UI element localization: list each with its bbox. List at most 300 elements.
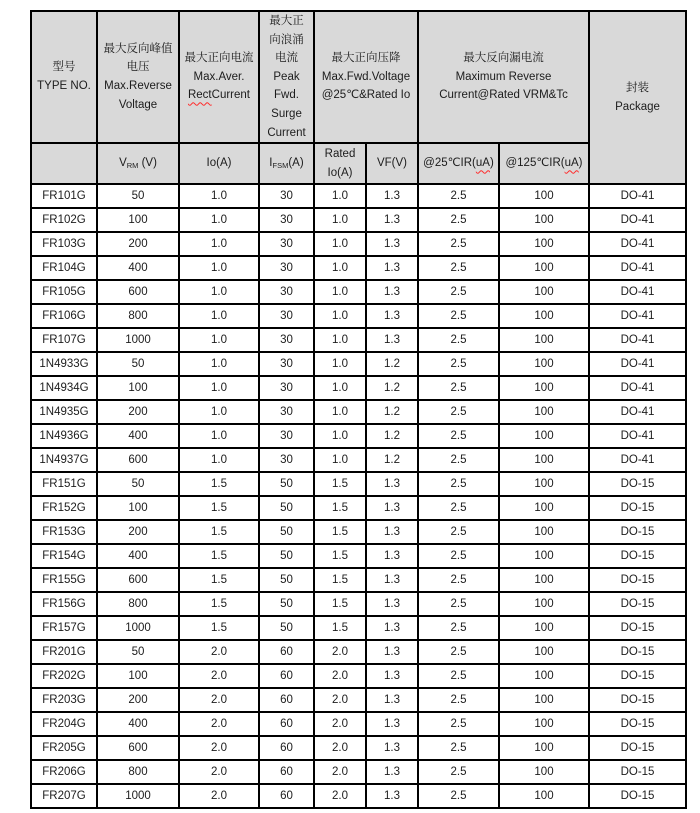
io-cell: 1.0: [179, 304, 259, 328]
ir-125c-cell: 100: [499, 424, 589, 448]
package-cell: DO-15: [589, 784, 686, 808]
vrm-cell: 50: [97, 640, 179, 664]
type-no-cell: FR101G: [31, 184, 97, 208]
ifsm-cell: 50: [259, 568, 314, 592]
header-line: Maximum Reverse: [455, 70, 552, 83]
ifsm-cell: 60: [259, 784, 314, 808]
vf-cell: 1.3: [366, 328, 418, 352]
vrm-cell: 100: [97, 208, 179, 232]
io-cell: 1.0: [179, 208, 259, 232]
type-no-cell: FR157G: [31, 616, 97, 640]
rated-io-cell: 1.0: [314, 352, 366, 376]
symbol-text: V: [119, 157, 127, 170]
ir-125c-cell: 100: [499, 664, 589, 688]
vrm-cell: 400: [97, 256, 179, 280]
io-cell: 1.0: [179, 184, 259, 208]
vf-cell: 1.3: [366, 184, 418, 208]
rated-io-cell: 1.5: [314, 616, 366, 640]
vf-cell: 1.3: [366, 712, 418, 736]
ifsm-cell: 60: [259, 736, 314, 760]
io-cell: 1.5: [179, 472, 259, 496]
header-line: Fwd.: [274, 89, 299, 102]
package-cell: DO-41: [589, 376, 686, 400]
ir-25c-cell: 2.5: [418, 400, 499, 424]
vrm-cell: 800: [97, 760, 179, 784]
io-cell: 2.0: [179, 664, 259, 688]
vrm-cell: 100: [97, 496, 179, 520]
header-line: 电压: [126, 61, 150, 74]
rated-io-cell: 1.0: [314, 328, 366, 352]
ifsm-cell: 30: [259, 448, 314, 472]
header-line: Rated: [324, 148, 356, 161]
ir-125c-cell: 100: [499, 544, 589, 568]
ir-125c-cell: 100: [499, 208, 589, 232]
package-cell: DO-41: [589, 448, 686, 472]
io-cell: 1.5: [179, 544, 259, 568]
header-max-rect-current: [179, 11, 259, 143]
ir-125c-cell: 100: [499, 256, 589, 280]
table-row: [31, 376, 686, 400]
spellcheck-flagged-text: Rect: [187, 89, 212, 102]
header-line: Voltage: [118, 98, 158, 111]
ifsm-cell: 30: [259, 424, 314, 448]
package-cell: DO-15: [589, 616, 686, 640]
ir-125c-cell: 100: [499, 280, 589, 304]
vrm-cell: 200: [97, 520, 179, 544]
rated-io-cell: 1.0: [314, 256, 366, 280]
package-cell: DO-15: [589, 544, 686, 568]
symbol-subscript: FSM: [272, 161, 289, 171]
rated-io-cell: 2.0: [314, 688, 366, 712]
vf-cell: 1.3: [366, 664, 418, 688]
vrm-cell: 800: [97, 592, 179, 616]
type-no-cell: FR106G: [31, 304, 97, 328]
vf-cell: 1.2: [366, 376, 418, 400]
table-row: [31, 688, 686, 712]
table-row: [31, 568, 686, 592]
vf-cell: 1.2: [366, 352, 418, 376]
vf-cell: 1.3: [366, 592, 418, 616]
ir-125c-cell: 100: [499, 232, 589, 256]
symbol-unit: (A): [288, 157, 304, 170]
ir-25c-cell: 2.5: [418, 568, 499, 592]
ir-25c-cell: 2.5: [418, 424, 499, 448]
rated-io-cell: 1.0: [314, 424, 366, 448]
package-cell: DO-41: [589, 184, 686, 208]
vrm-cell: 1000: [97, 616, 179, 640]
type-no-cell: FR206G: [31, 760, 97, 784]
ifsm-cell: 60: [259, 688, 314, 712]
rated-io-cell: 1.5: [314, 472, 366, 496]
rated-io-cell: 2.0: [314, 736, 366, 760]
table-row: [31, 232, 686, 256]
ir-125c-cell: 100: [499, 688, 589, 712]
ir-125c-cell: 100: [499, 352, 589, 376]
io-cell: 1.5: [179, 592, 259, 616]
table-row: [31, 400, 686, 424]
ir-125c-cell: 100: [499, 616, 589, 640]
vrm-cell: 600: [97, 736, 179, 760]
symbol-unit: ): [578, 157, 583, 170]
ir-25c-cell: 2.5: [418, 352, 499, 376]
table-row: [31, 448, 686, 472]
ifsm-cell: 50: [259, 496, 314, 520]
rated-io-cell: 1.5: [314, 496, 366, 520]
package-cell: DO-41: [589, 424, 686, 448]
ir-125c-cell: 100: [499, 640, 589, 664]
ir-25c-cell: 2.5: [418, 184, 499, 208]
vf-cell: 1.2: [366, 424, 418, 448]
ir-125c-cell: 100: [499, 568, 589, 592]
header-package: [589, 11, 686, 184]
type-no-cell: FR156G: [31, 592, 97, 616]
header-max-fwd-voltage: [314, 11, 418, 143]
ifsm-cell: 30: [259, 208, 314, 232]
vrm-cell: 600: [97, 568, 179, 592]
vrm-cell: 400: [97, 712, 179, 736]
diode-spec-table: [30, 10, 687, 809]
vrm-cell: 50: [97, 472, 179, 496]
ir-25c-cell: 2.5: [418, 472, 499, 496]
rated-io-cell: 2.0: [314, 640, 366, 664]
vrm-cell: 100: [97, 664, 179, 688]
ir-25c-cell: 2.5: [418, 640, 499, 664]
header-line: Max.Aver.: [193, 70, 245, 83]
table-row: [31, 184, 686, 208]
table-row: [31, 424, 686, 448]
type-no-cell: FR107G: [31, 328, 97, 352]
vrm-cell: 400: [97, 544, 179, 568]
io-cell: 2.0: [179, 736, 259, 760]
package-cell: DO-41: [589, 304, 686, 328]
vf-cell: 1.3: [366, 256, 418, 280]
io-cell: 1.0: [179, 424, 259, 448]
vrm-cell: 600: [97, 448, 179, 472]
vf-cell: 1.3: [366, 232, 418, 256]
ir-25c-cell: 2.5: [418, 256, 499, 280]
vf-cell: 1.3: [366, 640, 418, 664]
subheader-io: Io(A): [179, 143, 259, 184]
spellcheck-flagged-text: uA: [564, 157, 579, 170]
table-row: [31, 592, 686, 616]
ifsm-cell: 30: [259, 232, 314, 256]
ir-25c-cell: 2.5: [418, 616, 499, 640]
ifsm-cell: 50: [259, 544, 314, 568]
table-row: [31, 208, 686, 232]
ifsm-cell: 30: [259, 256, 314, 280]
header-line: [180, 86, 258, 105]
vf-cell: 1.3: [366, 304, 418, 328]
symbol-subscript: RM: [126, 161, 139, 171]
vrm-cell: 400: [97, 424, 179, 448]
ifsm-cell: 50: [259, 616, 314, 640]
rated-io-cell: 2.0: [314, 760, 366, 784]
vrm-cell: 1000: [97, 784, 179, 808]
type-no-cell: FR154G: [31, 544, 97, 568]
table-row: [31, 352, 686, 376]
package-cell: DO-15: [589, 592, 686, 616]
vf-cell: 1.3: [366, 568, 418, 592]
io-cell: 2.0: [179, 712, 259, 736]
header-line: 最大正向电流: [184, 52, 254, 65]
table-row: [31, 328, 686, 352]
header-line: 电流: [275, 52, 298, 65]
io-cell: 1.5: [179, 496, 259, 520]
header-line: Peak: [273, 70, 300, 83]
type-no-cell: FR207G: [31, 784, 97, 808]
package-cell: DO-41: [589, 208, 686, 232]
ir-25c-cell: 2.5: [418, 304, 499, 328]
header-peak-surge-current: [259, 11, 314, 143]
io-cell: 2.0: [179, 640, 259, 664]
table-row: [31, 256, 686, 280]
subheader-ir-125c: [499, 143, 589, 184]
ifsm-cell: 30: [259, 280, 314, 304]
ifsm-cell: 30: [259, 376, 314, 400]
header-line: 最大反向峰值: [103, 42, 173, 55]
rated-io-cell: 1.0: [314, 400, 366, 424]
header-type-no: [31, 11, 97, 143]
io-cell: 2.0: [179, 760, 259, 784]
vf-cell: 1.3: [366, 784, 418, 808]
vf-cell: 1.3: [366, 688, 418, 712]
vf-cell: 1.3: [366, 616, 418, 640]
header-line: 最大正: [269, 15, 304, 27]
ifsm-cell: 30: [259, 328, 314, 352]
ir-125c-cell: 100: [499, 184, 589, 208]
type-no-cell: FR104G: [31, 256, 97, 280]
package-cell: DO-15: [589, 688, 686, 712]
header-line: Max.Reverse: [104, 80, 172, 93]
header-line: Current: [267, 126, 306, 139]
ir-125c-cell: 100: [499, 376, 589, 400]
vf-cell: 1.3: [366, 760, 418, 784]
type-no-cell: FR203G: [31, 688, 97, 712]
vf-cell: 1.3: [366, 544, 418, 568]
vf-cell: 1.3: [366, 208, 418, 232]
table-row: [31, 616, 686, 640]
subheader-vrm: [97, 143, 179, 184]
io-cell: 1.0: [179, 256, 259, 280]
ir-125c-cell: 100: [499, 712, 589, 736]
io-cell: 1.0: [179, 352, 259, 376]
header-text: Current: [211, 89, 250, 102]
type-no-cell: FR103G: [31, 232, 97, 256]
table-body: [31, 184, 686, 808]
header-line: Surge: [271, 107, 302, 120]
ir-125c-cell: 100: [499, 736, 589, 760]
type-no-cell: 1N4933G: [31, 352, 97, 376]
header-line: 最大反向漏电流: [463, 52, 544, 65]
ir-25c-cell: 2.5: [418, 736, 499, 760]
package-cell: DO-15: [589, 568, 686, 592]
type-no-cell: 1N4935G: [31, 400, 97, 424]
table-row: [31, 496, 686, 520]
ifsm-cell: 50: [259, 520, 314, 544]
package-cell: DO-15: [589, 496, 686, 520]
package-cell: DO-41: [589, 256, 686, 280]
package-cell: DO-15: [589, 640, 686, 664]
vf-cell: 1.3: [366, 496, 418, 520]
subheader-ifsm: [259, 143, 314, 184]
table-row: [31, 280, 686, 304]
table-row: [31, 712, 686, 736]
vf-cell: 1.2: [366, 400, 418, 424]
ir-125c-cell: 100: [499, 520, 589, 544]
type-no-cell: FR201G: [31, 640, 97, 664]
package-cell: DO-41: [589, 232, 686, 256]
spellcheck-flagged-text: uA: [475, 157, 490, 170]
ifsm-cell: 30: [259, 352, 314, 376]
ir-25c-cell: 2.5: [418, 712, 499, 736]
rated-io-cell: 1.0: [314, 208, 366, 232]
rated-io-cell: 2.0: [314, 664, 366, 688]
ir-25c-cell: 2.5: [418, 280, 499, 304]
header-line: 封装: [626, 81, 650, 94]
ir-125c-cell: 100: [499, 400, 589, 424]
ir-125c-cell: 100: [499, 328, 589, 352]
ifsm-cell: 60: [259, 760, 314, 784]
rated-io-cell: 1.0: [314, 448, 366, 472]
ir-25c-cell: 2.5: [418, 376, 499, 400]
ir-25c-cell: 2.5: [418, 592, 499, 616]
symbol-text: @25℃IR(: [423, 157, 476, 170]
table-header: [31, 11, 686, 184]
ifsm-cell: 30: [259, 304, 314, 328]
package-cell: DO-15: [589, 736, 686, 760]
type-no-cell: FR151G: [31, 472, 97, 496]
io-cell: 1.0: [179, 280, 259, 304]
io-cell: 1.5: [179, 520, 259, 544]
table-row: [31, 760, 686, 784]
ir-125c-cell: 100: [499, 760, 589, 784]
rated-io-cell: 1.0: [314, 304, 366, 328]
ir-25c-cell: 2.5: [418, 688, 499, 712]
type-no-cell: 1N4936G: [31, 424, 97, 448]
header-line: Current@Rated VRM&Tc: [439, 89, 568, 102]
ir-25c-cell: 2.5: [418, 328, 499, 352]
table-row: [31, 640, 686, 664]
io-cell: 2.0: [179, 688, 259, 712]
subheader-vf: VF(V): [366, 143, 418, 184]
header-line: Package: [615, 100, 660, 113]
type-no-cell: FR102G: [31, 208, 97, 232]
vf-cell: 1.3: [366, 520, 418, 544]
ir-125c-cell: 100: [499, 784, 589, 808]
ir-25c-cell: 2.5: [418, 664, 499, 688]
ir-25c-cell: 2.5: [418, 520, 499, 544]
header-line: 向浪涌: [269, 33, 304, 46]
type-no-cell: FR152G: [31, 496, 97, 520]
header-line: 型号: [52, 61, 76, 74]
io-cell: 1.0: [179, 448, 259, 472]
table-row: [31, 544, 686, 568]
ifsm-cell: 50: [259, 592, 314, 616]
type-no-cell: FR155G: [31, 568, 97, 592]
io-cell: 1.0: [179, 400, 259, 424]
package-cell: DO-15: [589, 760, 686, 784]
table-row: [31, 472, 686, 496]
io-cell: 2.0: [179, 784, 259, 808]
ir-125c-cell: 100: [499, 496, 589, 520]
header-max-reverse-current: [418, 11, 589, 143]
rated-io-cell: 1.0: [314, 376, 366, 400]
vrm-cell: 50: [97, 352, 179, 376]
vf-cell: 1.2: [366, 448, 418, 472]
io-cell: 1.0: [179, 232, 259, 256]
vf-cell: 1.3: [366, 472, 418, 496]
rated-io-cell: 1.0: [314, 184, 366, 208]
ir-125c-cell: 100: [499, 472, 589, 496]
vrm-cell: 1000: [97, 328, 179, 352]
ir-125c-cell: 100: [499, 448, 589, 472]
type-no-cell: FR105G: [31, 280, 97, 304]
type-no-cell: 1N4934G: [31, 376, 97, 400]
type-no-cell: 1N4937G: [31, 448, 97, 472]
table-row: [31, 664, 686, 688]
rated-io-cell: 1.0: [314, 280, 366, 304]
ir-25c-cell: 2.5: [418, 448, 499, 472]
rated-io-cell: 1.5: [314, 520, 366, 544]
type-no-cell: FR204G: [31, 712, 97, 736]
vrm-cell: 50: [97, 184, 179, 208]
table-row: [31, 520, 686, 544]
vrm-cell: 200: [97, 400, 179, 424]
package-cell: DO-41: [589, 328, 686, 352]
package-cell: DO-15: [589, 520, 686, 544]
package-cell: DO-41: [589, 400, 686, 424]
symbol-unit: ): [489, 157, 494, 170]
io-cell: 1.5: [179, 616, 259, 640]
vrm-cell: 200: [97, 232, 179, 256]
header-max-reverse-voltage: [97, 11, 179, 143]
vrm-cell: 600: [97, 280, 179, 304]
ir-25c-cell: 2.5: [418, 544, 499, 568]
ifsm-cell: 60: [259, 712, 314, 736]
io-cell: 1.0: [179, 328, 259, 352]
table-row: [31, 304, 686, 328]
io-cell: 1.5: [179, 568, 259, 592]
ifsm-cell: 50: [259, 472, 314, 496]
ir-25c-cell: 2.5: [418, 784, 499, 808]
type-no-cell: FR205G: [31, 736, 97, 760]
package-cell: DO-41: [589, 280, 686, 304]
package-cell: DO-15: [589, 664, 686, 688]
vf-cell: 1.3: [366, 736, 418, 760]
rated-io-cell: 1.5: [314, 544, 366, 568]
symbol-unit: (V): [138, 157, 157, 170]
header-line: TYPE NO.: [37, 80, 91, 93]
subheader-rated-io: [314, 143, 366, 184]
package-cell: DO-15: [589, 472, 686, 496]
ir-125c-cell: 100: [499, 304, 589, 328]
ir-125c-cell: 100: [499, 592, 589, 616]
package-cell: DO-41: [589, 352, 686, 376]
ir-25c-cell: 2.5: [418, 760, 499, 784]
vrm-cell: 100: [97, 376, 179, 400]
ifsm-cell: 30: [259, 400, 314, 424]
table-row: [31, 736, 686, 760]
rated-io-cell: 1.5: [314, 568, 366, 592]
symbol-text: I: [269, 157, 273, 170]
header-line: 最大正向压降: [331, 52, 401, 65]
rated-io-cell: 2.0: [314, 712, 366, 736]
subheader-empty: [31, 143, 97, 184]
header-group-row: [31, 11, 686, 143]
ifsm-cell: 60: [259, 640, 314, 664]
header-sub-row: [31, 143, 686, 184]
package-cell: DO-15: [589, 712, 686, 736]
